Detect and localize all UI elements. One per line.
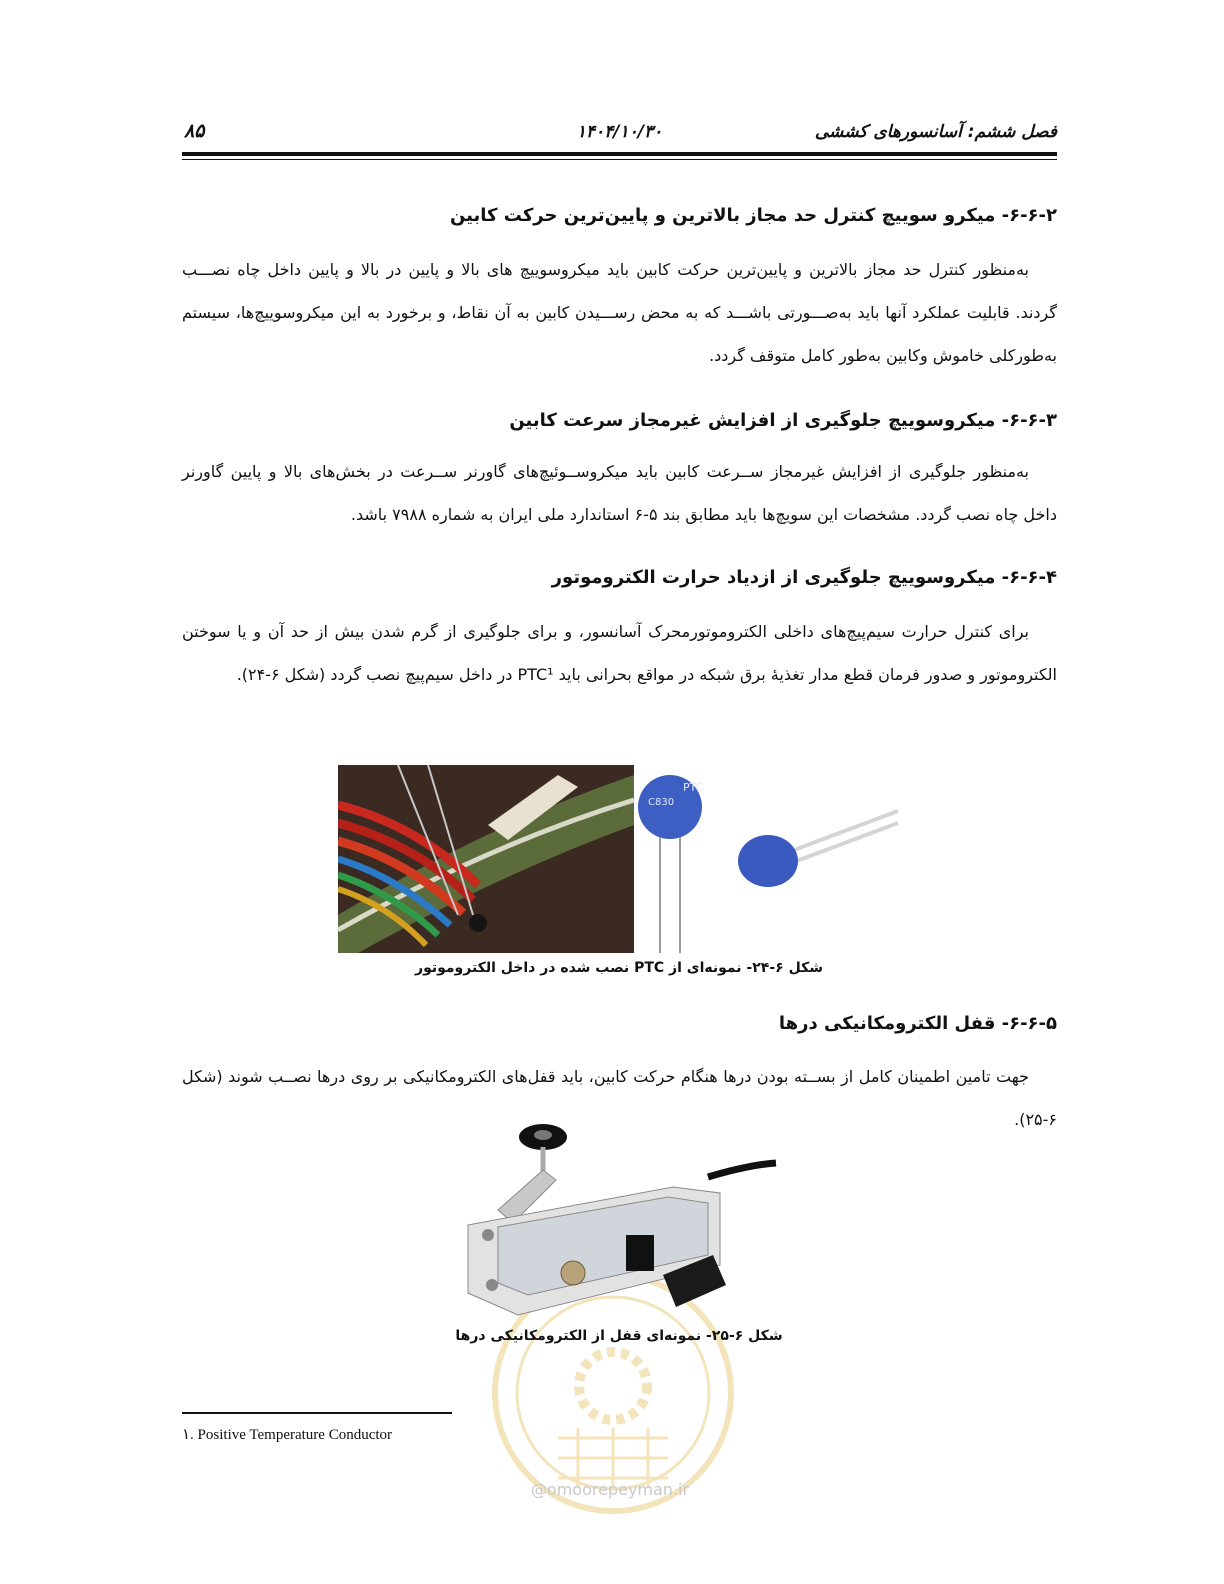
figure-door-lock-photo [458,1115,778,1325]
door-lock-illustration [458,1115,778,1325]
ptc-illustration [338,765,900,955]
section-body-text: به‌منظور کنترل حد مجاز بالاترین و پایین‌ترین حرکت کابین باید میکروسوییچ های بالا و پایین در بالا و پایین داخل چاه نصـــب گردند. قابلیت عملکرد آنها باید به‌صـــورتی باشـــد که به محض رســـیدن کابین به آن نقاط، و برخورد به این میکروسوییچ‌ها، سیستم به‌طورکلی خاموش وکابین به‌طور کامل متوقف گردد. [182,260,1057,365]
section-body-text: برای کنترل حرارت سیم‌پیچ‌های داخلی الکتروموتورمحرک آسانسور، و برای جلوگیری از گرم شدن بیش از حد آن و یا سوختن الکتروموتور و صدور فرمان قطع مدار تغذیهٔ برق شبکه در مواقع بحرانی باید PTC¹ در داخل سیم‌پیچ نصب گردد (شکل ۶-۲۴). [182,622,1057,684]
section-heading-6-6-4: ۶-۶-۴- میکروسوییچ جلوگیری از ازدیاد حرارت الکتروموتور [551,567,1057,588]
ptc-model-label: C830 [648,797,675,808]
section-body-text: جهت تامین اطمینان کامل از بســته بودن درها هنگام حرکت کابین، باید قفل‌های الکترومکانیکی بر روی درها نصــب شوند (شکل ۶-۲۵). [182,1067,1057,1129]
ptc-disc-side [738,835,798,887]
section-heading-6-6-2: ۶-۶-۲- میکرو سوییچ کنترل حد مجاز بالاترین و پایین‌ترین حرکت کابین [449,205,1057,226]
page-number: ۸۵ [184,120,205,142]
power-cable [708,1163,776,1177]
ptc-label: PTC [683,781,704,794]
contact-block [626,1235,654,1271]
sensor-bead [469,914,487,932]
header-rule-thick [182,152,1057,156]
ptc-lead [786,811,898,853]
section-body-6-6-3 [182,450,1057,536]
footnote: ۱. Positive Temperature Conductor [182,1427,393,1443]
section-body-6-6-2 [182,248,1057,377]
footnote-rule [182,1412,452,1414]
lock-knob-cap [534,1130,552,1140]
screw [482,1229,494,1241]
section-body-6-6-4 [182,610,1057,696]
figure-caption-6-25: شکل ۶-۲۵- نمونه‌ای قفل از الکترومکانیکی درها [455,1328,783,1344]
screw [486,1279,498,1291]
section-heading-6-6-5: ۶-۶-۵- قفل الکترومکانیکی درها [778,1013,1057,1034]
watermark-url: @omoorepeyman.ir [530,1480,690,1499]
ptc-lead [786,823,898,865]
section-heading-6-6-3: ۶-۶-۳- میکروسوییچ جلوگیری از افزایش غیرمجاز سرعت کابین [509,410,1057,431]
chapter-title: فصل ششم: آسانسورهای کششی [814,122,1057,142]
roller [561,1261,585,1285]
running-header [182,118,1057,148]
figure-ptc-photos [338,765,900,955]
figure-caption-6-24: شکل ۶-۲۴- نمونه‌ای از PTC نصب شده در داخل الکتروموتور [415,960,823,976]
header-rule-thin [182,159,1057,160]
header-date: ۱۴۰۴/۱۰/۳۰ [576,122,663,142]
section-body-text: به‌منظور جلوگیری از افزایش غیرمجاز ســرعت کابین باید میکروســوئیچ‌های گاورنر ســرعت در بخش‌های بالا و پایین گاورنر داخل چاه نصب گردد. مشخصات این سویچ‌ها باید مطابق بند ۵-۶ استاندارد ملی ایران به شماره ۷۹۸۸ باشد. [182,462,1057,524]
